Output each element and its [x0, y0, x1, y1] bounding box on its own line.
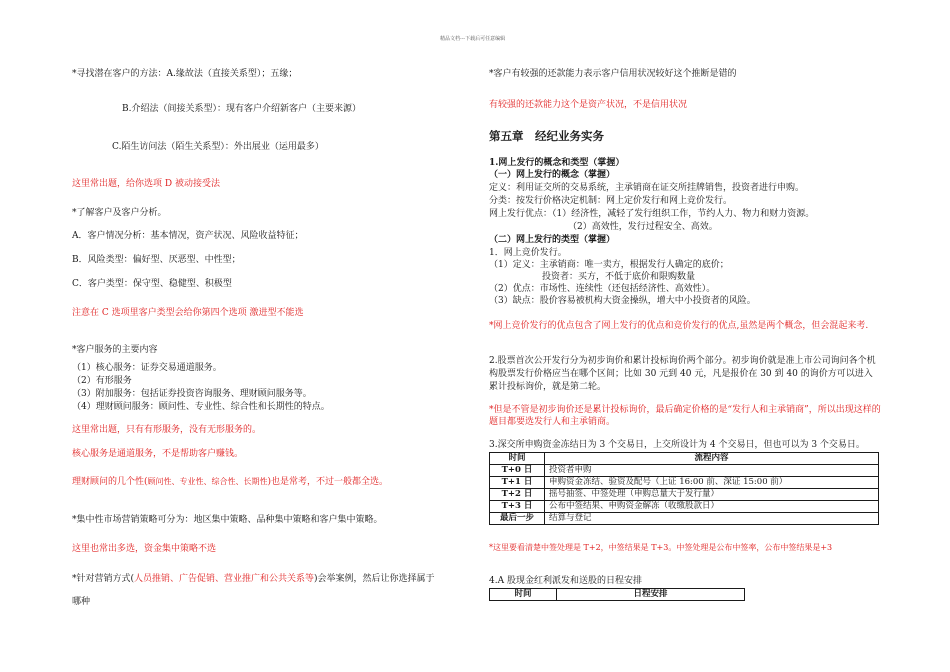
method-cold-visit: C.陌生访问法（陌生关系型）：外出展业（运用最多） [112, 142, 324, 152]
client-analysis-b: B．风险类型：偏好型、厌恶型、中性型； [72, 255, 241, 265]
table-header-cell: 流程内容 [545, 453, 879, 465]
client-analysis-c: C．客户类型：保守型、稳健型、积极型 [72, 279, 232, 289]
note-exam-5 [72, 477, 388, 488]
table-cell: T+0 日 [490, 465, 545, 477]
marketing-methods-c: )会举案例，然后让你选择属于 [314, 574, 435, 584]
ipo-inquiry: 2.股票首次公开发行分为初步询价和累计投标询价两个部分。初步询价就是准上市公司询问各个机构股票发行价格应当在哪个区间；比如 30 元到 40 元，凡是报价在 30 到 40 的询价方可以进入累计投标询价，就是第二轮。 [489, 356, 876, 392]
classification-line: 分类：按发行价格决定机制：网上定价发行和网上竞价发行。 [489, 196, 733, 206]
section-heading-1: 1.网上发行的概念和类型（掌握） [489, 158, 625, 168]
table-cell: T+3 日 [490, 501, 545, 513]
table-header-cell: 时间 [490, 589, 557, 601]
note-exam-2: 注意在 C 选项里客户类型会给你第四个选项 激进型不能选 [72, 308, 304, 318]
method-referral: B.介绍法（间接关系型）：现有客户介绍新客户（主要来源） [122, 104, 361, 114]
dividend-title: 4.A 股现金红利派发和送股的日程安排 [489, 576, 642, 586]
note-bidding: *网上竞价发行的优点包含了网上发行的优点和竞价发行的优点,虽然是两个概念，但会混起来考. [489, 321, 869, 331]
table-row [490, 513, 879, 525]
note-exam-5-a: 理财顾问的几个性( [72, 477, 148, 487]
note-exam-5-c: )也是常考，不过一般都全选。 [267, 477, 389, 487]
bidding-definition: （1）定义：主承销商：唯一卖方，根据发行人确定的底价； [489, 260, 729, 270]
note-exam-4: 核心服务是通道服务，不是帮助客户赚钱。 [72, 449, 244, 459]
subscription-schedule-table [489, 452, 879, 525]
page-header: 精品文档---下载后可任意编辑 [440, 36, 506, 42]
advantage-line-1: 网上发行优点：（1）经济性，减轻了发行组织工作，节约人力、物力和财力资源。 [489, 209, 815, 219]
service-additional: （3）附加服务：包括证券投资咨询服务、理财顾问服务等。 [72, 389, 312, 399]
table-cell: 公布中签结果、申购资金解冻（收缴股款日） [545, 501, 879, 513]
table-row [490, 501, 879, 513]
table-cell: T+1 日 [490, 477, 545, 489]
marketing-methods-end: 哪种 [72, 597, 91, 607]
prospect-methods: *寻找潜在客户的方法：A.缘故法（直接关系型）；五缘； [72, 69, 298, 79]
client-analysis-title: *了解客户及客户分析。 [72, 208, 167, 218]
bidding-investor: 投资者：买方，不低于底价和限购数量 [542, 272, 696, 282]
marketing-strategy: *集中性市场营销策略可分为：地区集中策略、品种集中策略和客户集中策略。 [72, 515, 383, 525]
credit-answer: 有较强的还款能力这个是资产状况，不是信用状况 [489, 100, 688, 110]
bidding-disadvantage: （3）缺点：股价容易被机构大资金操纵，增大中小投资者的风险。 [489, 296, 756, 306]
marketing-methods-b: 人员推销、广告促销、营业推广和公共关系等 [134, 574, 315, 584]
freeze-days: 3.深交所申购资金冻结日为 3 个交易日，上交所设计为 4 个交易日，但也可以为 3 个交易日。 [489, 440, 865, 450]
table-cell: T+2 日 [490, 489, 545, 501]
note-exam-1: 这里常出题，给你选项 D 被动接受法 [72, 179, 220, 189]
marketing-methods [72, 574, 435, 585]
table-header-cell: 时间 [490, 453, 545, 465]
table-cell: 申购资金冻结、验资及配号（上证 16:00 前、深证 15:00 前） [545, 477, 879, 489]
note-exam-5-b: 顾问性、专业性、综合性、长期性 [147, 477, 268, 486]
client-analysis-a: A．客户情况分析：基本情况，资产状况、风险收益特征； [72, 231, 304, 241]
table-cell: 摇号抽签、中签处理（申购总量大于发行量） [545, 489, 879, 501]
table-header-row [490, 453, 879, 465]
service-title: *客户服务的主要内容 [72, 345, 158, 355]
table-header-cell: 日程安排 [557, 589, 745, 601]
marketing-methods-a: *针对营销方式( [72, 574, 135, 584]
service-tangible: （2）有形服务 [72, 376, 132, 386]
note-schedule: *这里要看清楚中签处理是 T+2，中签结果是 T+3。中签处理是公布中签率，公布中签结果是+3 [489, 543, 833, 552]
table-cell: 投资者申购 [545, 465, 879, 477]
service-core: （1）核心服务：证券交易通道服务。 [72, 363, 222, 373]
note-ipo: *但是不管是初步询价还是累计投标询价，最后确定价格的是“发行人和主承销商”，所以出现这样的题目都要选发行人和主承销商。 [489, 405, 881, 427]
dividend-schedule-table [489, 588, 745, 601]
bidding-advantage: （2）优点：市场性、连续性（还包括经济性、高效性）。 [489, 284, 716, 294]
section-heading-2: （一）网上发行的概念（掌握） [489, 170, 616, 180]
table-cell: 结算与登记 [545, 513, 879, 525]
bidding-title: 1．网上竞价发行。 [489, 248, 567, 258]
table-header-row [490, 589, 745, 601]
chapter-title: 第五章 经纪业务实务 [489, 129, 604, 143]
note-exam-3: 这里常出题，只有有形服务，没有无形服务的。 [72, 425, 262, 435]
table-row [490, 465, 879, 477]
credit-question: *客户有较强的还款能力表示客户信用状况较好这个推断是错的 [489, 69, 737, 79]
section-heading-3: （二）网上发行的类型（掌握） [489, 235, 616, 245]
note-exam-6: 这里也常出多选，资金集中策略不选 [72, 544, 217, 554]
service-advisor: （4）理财顾问服务：顾问性、专业性、综合性和长期性的特点。 [72, 402, 330, 412]
table-row [490, 477, 879, 489]
advantage-line-2: （2）高效性，发行过程安全、高效。 [568, 222, 718, 232]
table-row [490, 489, 879, 501]
table-cell: 最后一步 [490, 513, 545, 525]
definition-line: 定义：利用证交所的交易系统，主承销商在证交所挂牌销售，投资者进行申购。 [489, 183, 805, 193]
